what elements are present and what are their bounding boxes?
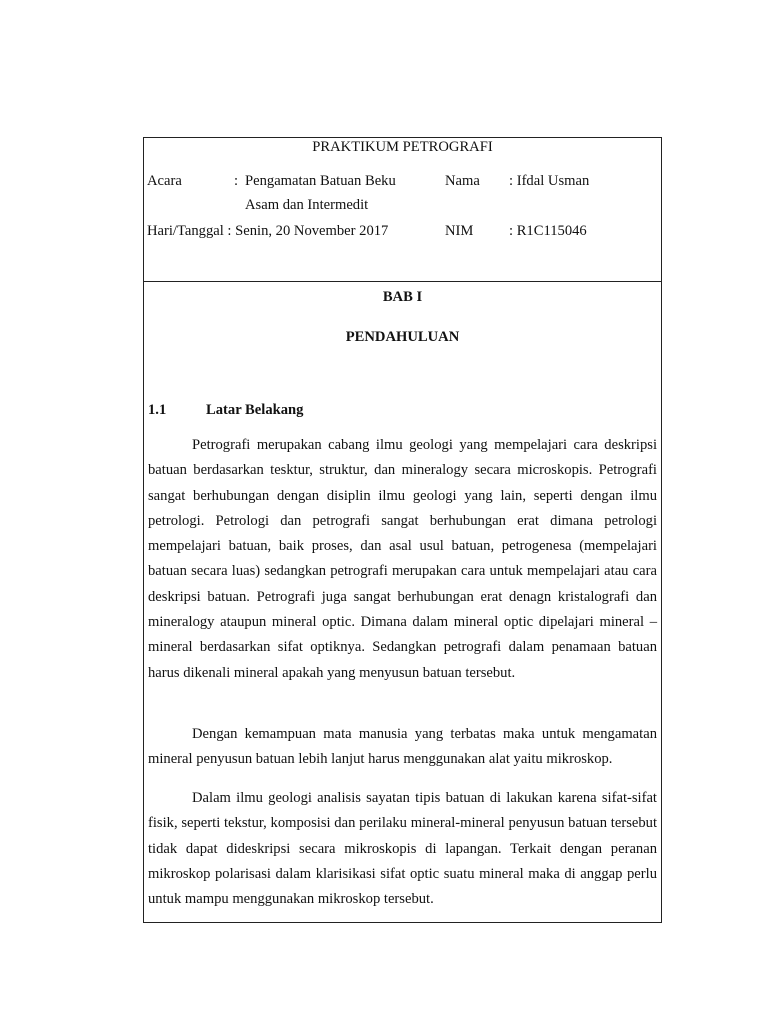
paragraph: Petrografi merupakan cabang ilmu geologi yang mempelajari cara deskripsi batuan berdasarkan tesktur, struktur, dan mineralogy secara microskopis. Petrografi sangat berhubungan dengan disiplin ilmu geologi yang lain, seperti dengan ilmu petrologi. Petrologi dan petrografi sangat berhubungan erat dimana petrologi mempelajari batuan, baik proses, dan asal usul batuan, petrogenesa (mempelajari batuan secara luas) sedangkan petrografi merupakan cara untuk mempelajari atau cara deskripsi batuan. Petrografi juga sangat berhubungan erat denagn kristalografi dan mineralogy ataupun mineral optic. Dimana dalam mineral optic dipelajari mineral – mineral berdasarkan sifat optiknya. Sedangkan petrografi dalam penamaan batuan harus dikenali mineral apakah yang menyusun batuan tersebut. bbox=[148, 437, 657, 681]
paragraph: Dengan kemampuan mata manusia yang terbatas maka untuk mengamatan mineral penyusun batuan lebih lanjut harus menggunakan alat yaitu mikroskop. bbox=[148, 726, 657, 768]
body-box bbox=[144, 281, 661, 922]
acara-value-line2: Asam dan Intermedit bbox=[245, 197, 369, 213]
section-number: 1.1 bbox=[148, 402, 167, 418]
nim-label: NIM bbox=[445, 223, 474, 239]
hari-tanggal-label: Hari/Tanggal : Senin, 20 November 2017 bbox=[147, 223, 389, 239]
document-frame bbox=[143, 137, 662, 923]
header-box bbox=[144, 138, 661, 282]
header-title: PRAKTIKUM PETROGRAFI bbox=[312, 139, 493, 155]
nim-value: : R1C115046 bbox=[509, 223, 587, 239]
acara-colon: : bbox=[234, 173, 239, 189]
section-title: Latar Belakang bbox=[206, 402, 304, 418]
nama-label: Nama bbox=[445, 173, 480, 189]
acara-label: Acara bbox=[147, 173, 182, 189]
acara-value-line1: Pengamatan Batuan Beku bbox=[245, 173, 396, 189]
nama-value: : Ifdal Usman bbox=[509, 173, 590, 189]
chapter-heading: BAB I bbox=[382, 289, 423, 305]
paragraph: Dalam ilmu geologi analisis sayatan tipis batuan di lakukan karena sifat-sifat fisik, seperti tekstur, komposisi dan perilaku mineral-mineral penyusun batuan tersebut tidak dapat dideskripsi secara mikroskopis di lapangan. Terkait dengan peranan mikroskop polarisasi dalam klarisikasi sifat optic suatu mineral maka di anggap perlu untuk mampu menggunakan mikroskop tersebut. bbox=[148, 790, 657, 908]
chapter-title: PENDAHULUAN bbox=[345, 329, 460, 345]
